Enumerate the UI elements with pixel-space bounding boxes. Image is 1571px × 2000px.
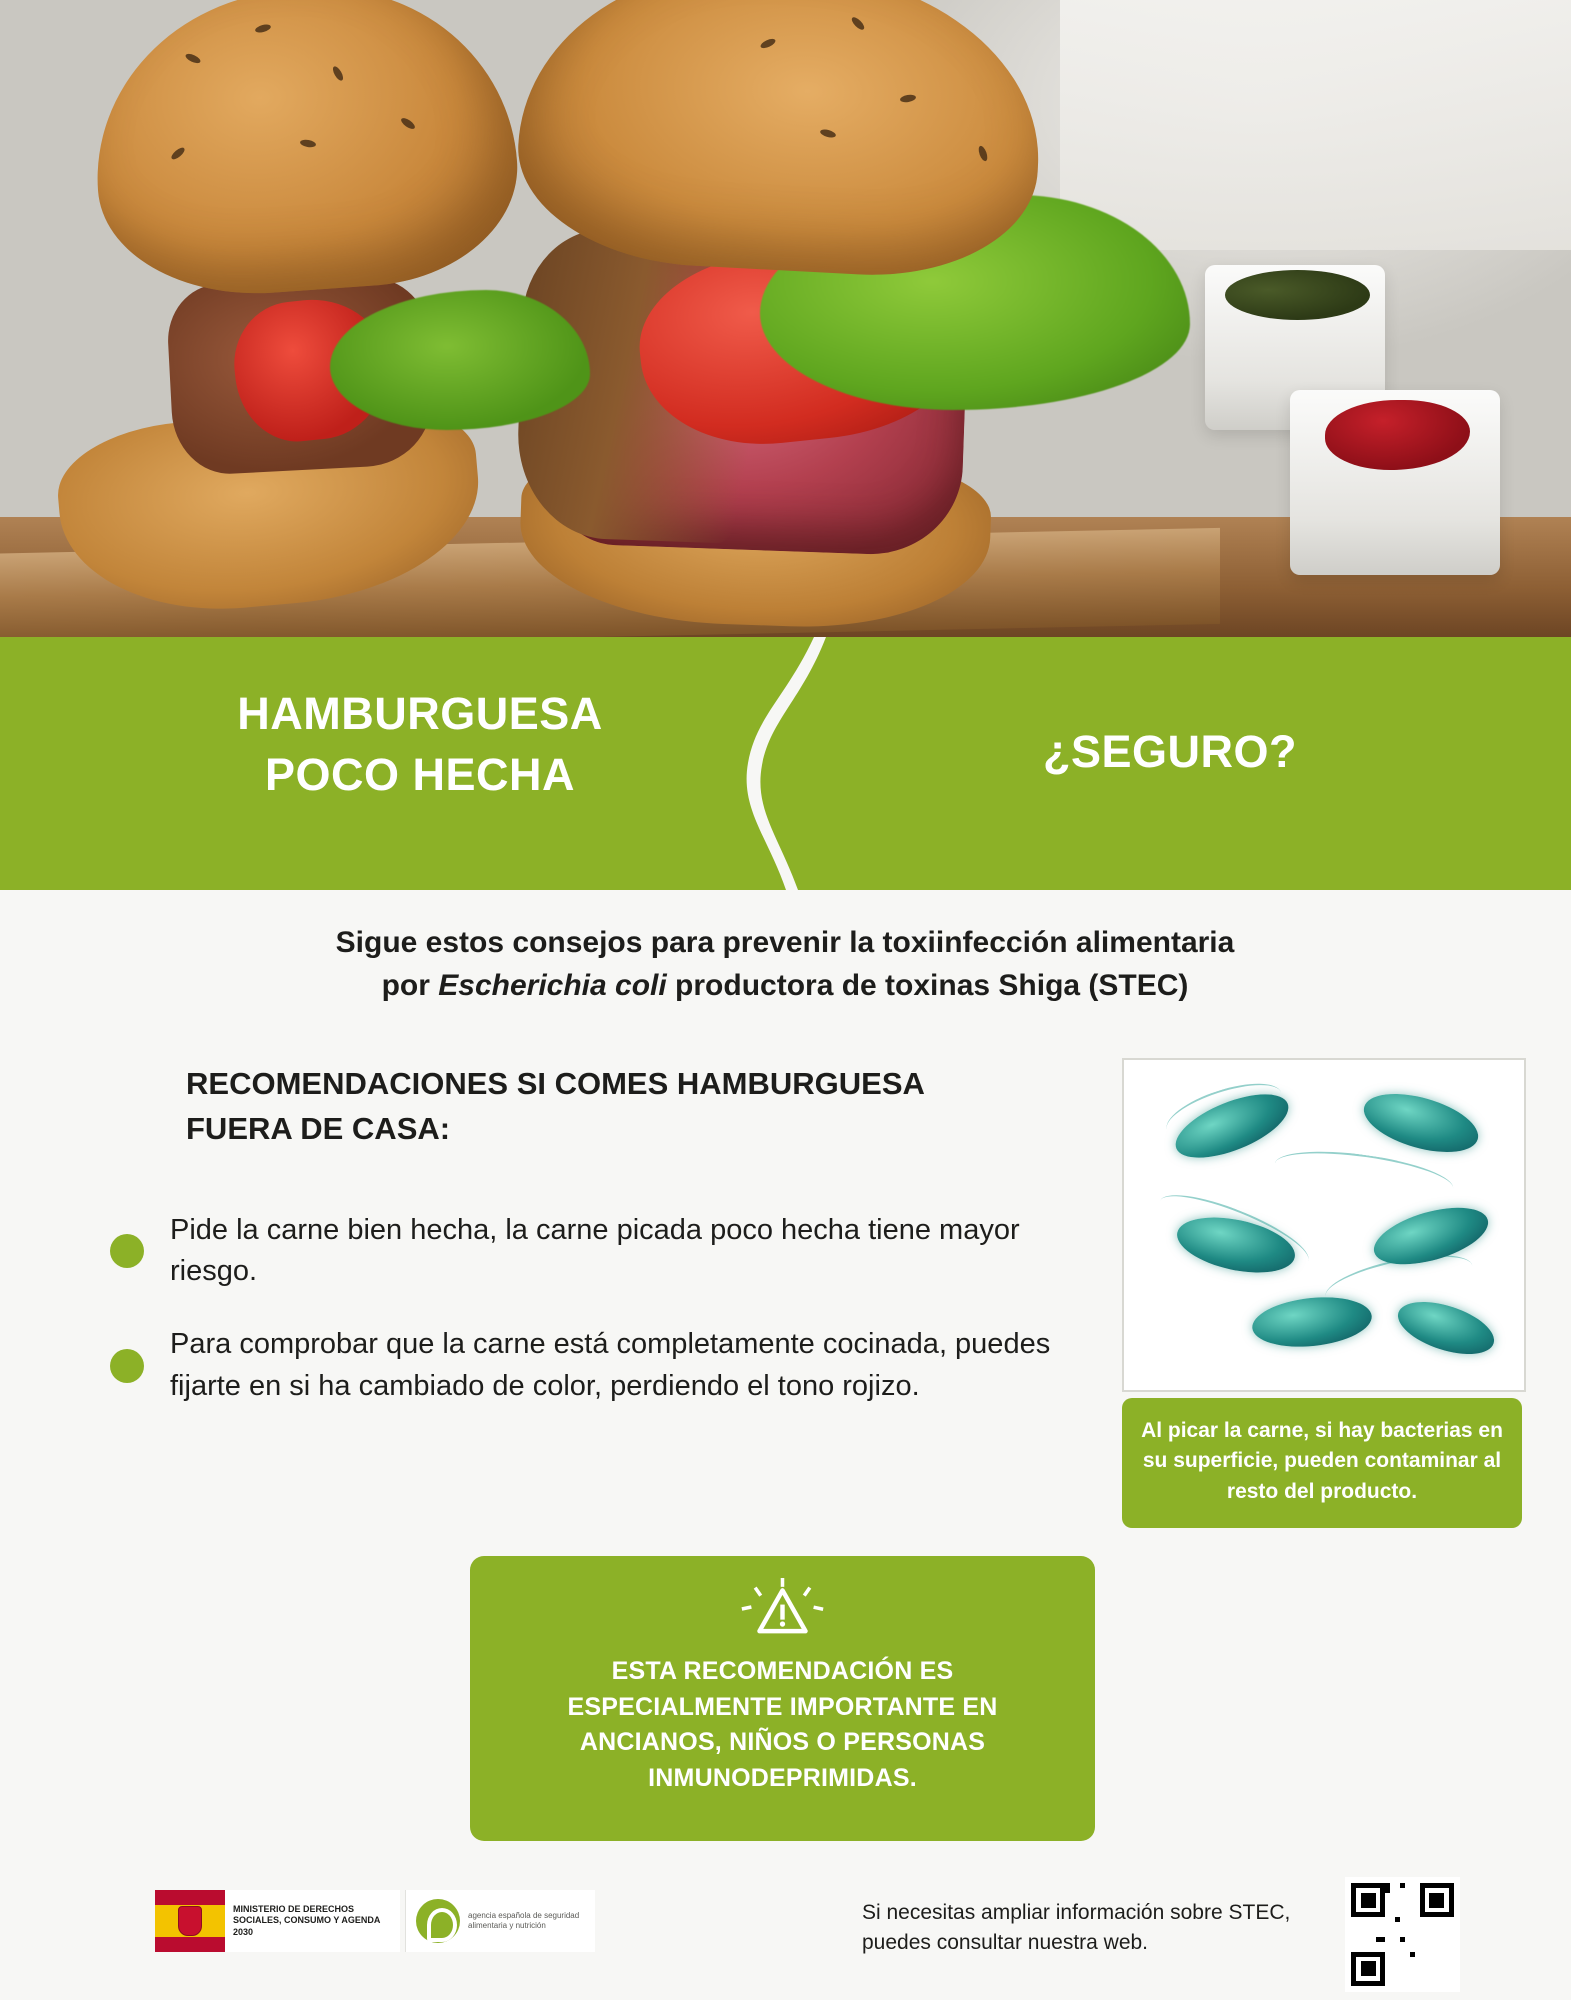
aesan-logo <box>405 1890 595 1952</box>
bacteria-illustration <box>1122 1058 1526 1392</box>
bacterium <box>1392 1292 1501 1365</box>
subtitle-line-2-before: por <box>381 968 439 1002</box>
poster-question: ¿SEGURO? <box>1042 726 1297 777</box>
recommendations-list <box>110 1210 1070 1439</box>
recommendations-heading: RECOMENDACIONES SI COMES HAMBURGUESA FUERA DE CASA: <box>186 1066 924 1146</box>
list-item-text: Para comprobar que la carne está completamente cocinada, puedes fijarte en si ha cambiado de color, perdiendo el tono rojizo. <box>170 1328 1051 1402</box>
hero-photo <box>0 0 1571 637</box>
subtitle-line-2 <box>110 965 1460 1008</box>
warning-triangle-icon <box>510 1578 1055 1640</box>
top-bun-right <box>513 0 1048 283</box>
list-item-text: Pide la carne bien hecha, la carne picada poco hecha tiene mayor riesgo. <box>170 1214 1020 1288</box>
hero-blurred-backdrop <box>1060 0 1571 250</box>
bullet-dot-icon <box>110 1234 144 1268</box>
ministry-logo <box>155 1890 400 1952</box>
coat-of-arms-icon <box>178 1906 202 1936</box>
qr-code[interactable] <box>1345 1877 1460 1992</box>
aesan-mark-icon <box>416 1899 460 1943</box>
poster-title-line-1: HAMBURGUESA <box>237 688 603 739</box>
flagellum <box>1272 1143 1456 1210</box>
subtitle-line-1: Sigue estos consejos para prevenir la toxiinfección alimentaria <box>335 926 1235 959</box>
qr-code-grid <box>1351 1883 1454 1986</box>
spain-flag-icon <box>155 1890 225 1952</box>
aesan-logo-text: agencia española de seguridad alimentaria y nutrición <box>468 1910 580 1930</box>
ministry-logo-text: MINISTERIO DE DERECHOS SOCIALES, CONSUMO Y AGENDA 2030 <box>233 1904 381 1937</box>
list-item <box>110 1210 1070 1292</box>
bullet-dot-icon <box>110 1349 144 1383</box>
poster-title <box>120 684 720 806</box>
subtitle-species-name: Escherichia coli <box>438 968 667 1002</box>
bacterium <box>1357 1083 1484 1164</box>
bacterium <box>1250 1292 1374 1352</box>
footer-note: Si necesitas ampliar información sobre STEC, puedes consultar nuestra web. <box>862 1901 1291 1955</box>
subtitle-line-2-after: productora de toxinas Shiga (STEC) <box>666 968 1189 1002</box>
bacteria-caption: Al picar la carne, si hay bacterias en su superficie, pueden contaminar al resto del producto. <box>1122 1398 1522 1528</box>
bacteria-illustration-inner <box>1124 1060 1524 1390</box>
poster-title-line-2: POCO HECHA <box>264 748 576 800</box>
list-item <box>110 1324 1070 1406</box>
bacterium <box>1172 1208 1300 1282</box>
warning-text: ESTA RECOMENDACIÓN ES ESPECIALMENTE IMPORTANTE EN ANCIANOS, NIÑOS O PERSONAS INMUNODEPRIMIDAS. <box>567 1657 998 1792</box>
subtitle <box>110 922 1460 1007</box>
warning-box <box>470 1556 1095 1841</box>
olives <box>1225 270 1370 320</box>
